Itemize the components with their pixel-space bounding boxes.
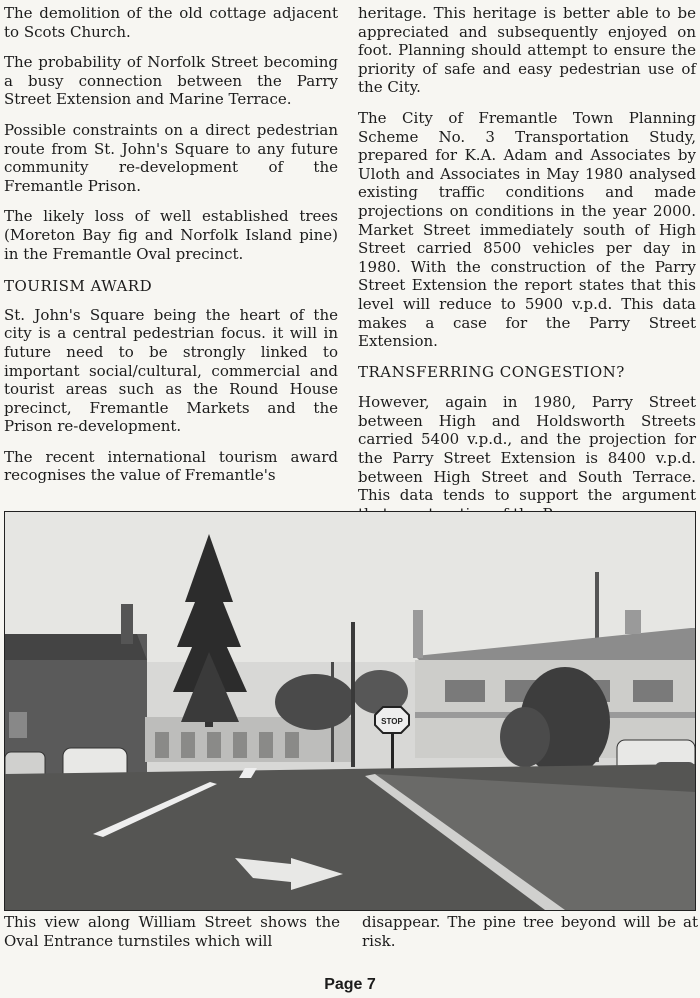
street-photo-illustration [5, 512, 695, 910]
photo-caption-left: This view along William Street shows the Oval Entrance turnstiles which will [4, 913, 340, 950]
page-number: Page 7 [324, 976, 376, 993]
right-column [358, 4, 696, 535]
paragraph: St. John's Square being the heart of the city is a central pedestrian focus. it will in future need to be strongly linked to important social/cultural, commercial and tourist areas such as the Round House precinct, Fremantle Markets and the Prison re-development. [4, 305, 338, 436]
stop-sign-text: STOP [381, 717, 403, 726]
paragraph: The recent international tourism award recognises the value of Fremantle's [4, 447, 338, 485]
paragraph: The demolition of the old cottage adjacent to Scots Church. [4, 4, 338, 41]
section-heading-tourism-award: TOURISM AWARD [4, 277, 153, 296]
paragraph: The City of Fremantle Town Planning Scheme No. 3 Transportation Study, prepared for K.A. Adam and Associates by Uloth and Associates in May 1980 analysed existing traffic conditions and made projections on conditions in the year 2000. Market Street immediately south of High Street carried 8500 vehicles per day in 1980. With the construction of the Parry Street Extension the report states that this level will reduce to 5900 v.p.d. This data makes a case for the Parry Street Extension. [358, 108, 696, 351]
paragraph: The likely loss of well established trees (Moreton Bay fig and Norfolk Island pine) in the Fremantle Oval precinct. [4, 207, 338, 263]
paragraph: heritage. This heritage is better able to be appreciated and subsequently enjoyed on foot. Planning should attempt to ensure the priority of safe and easy pedestrian use of the City. [358, 4, 696, 97]
street-photo [4, 511, 696, 911]
paragraph: The probability of Norfolk Street becoming a busy connection between the Parry Street Extension and Marine Terrace. [4, 53, 338, 109]
section-heading-transferring-congestion: TRANSFERRING CONGESTION? [358, 362, 625, 381]
paragraph: Possible constraints on a direct pedestrian route from St. John's Square to any future community re-development of the Fremantle Prison. [4, 120, 338, 195]
photo-caption-right: disappear. The pine tree beyond will be at risk. [362, 913, 698, 950]
paragraph: However, again in 1980, Parry Street between High and Holdsworth Streets carried 5400 v.p.d., and the projection for the Parry Street Extension is 8400 v.p.d. between High Street and South Terrace. This data tends to support the argument [358, 393, 696, 505]
left-column [4, 4, 338, 497]
